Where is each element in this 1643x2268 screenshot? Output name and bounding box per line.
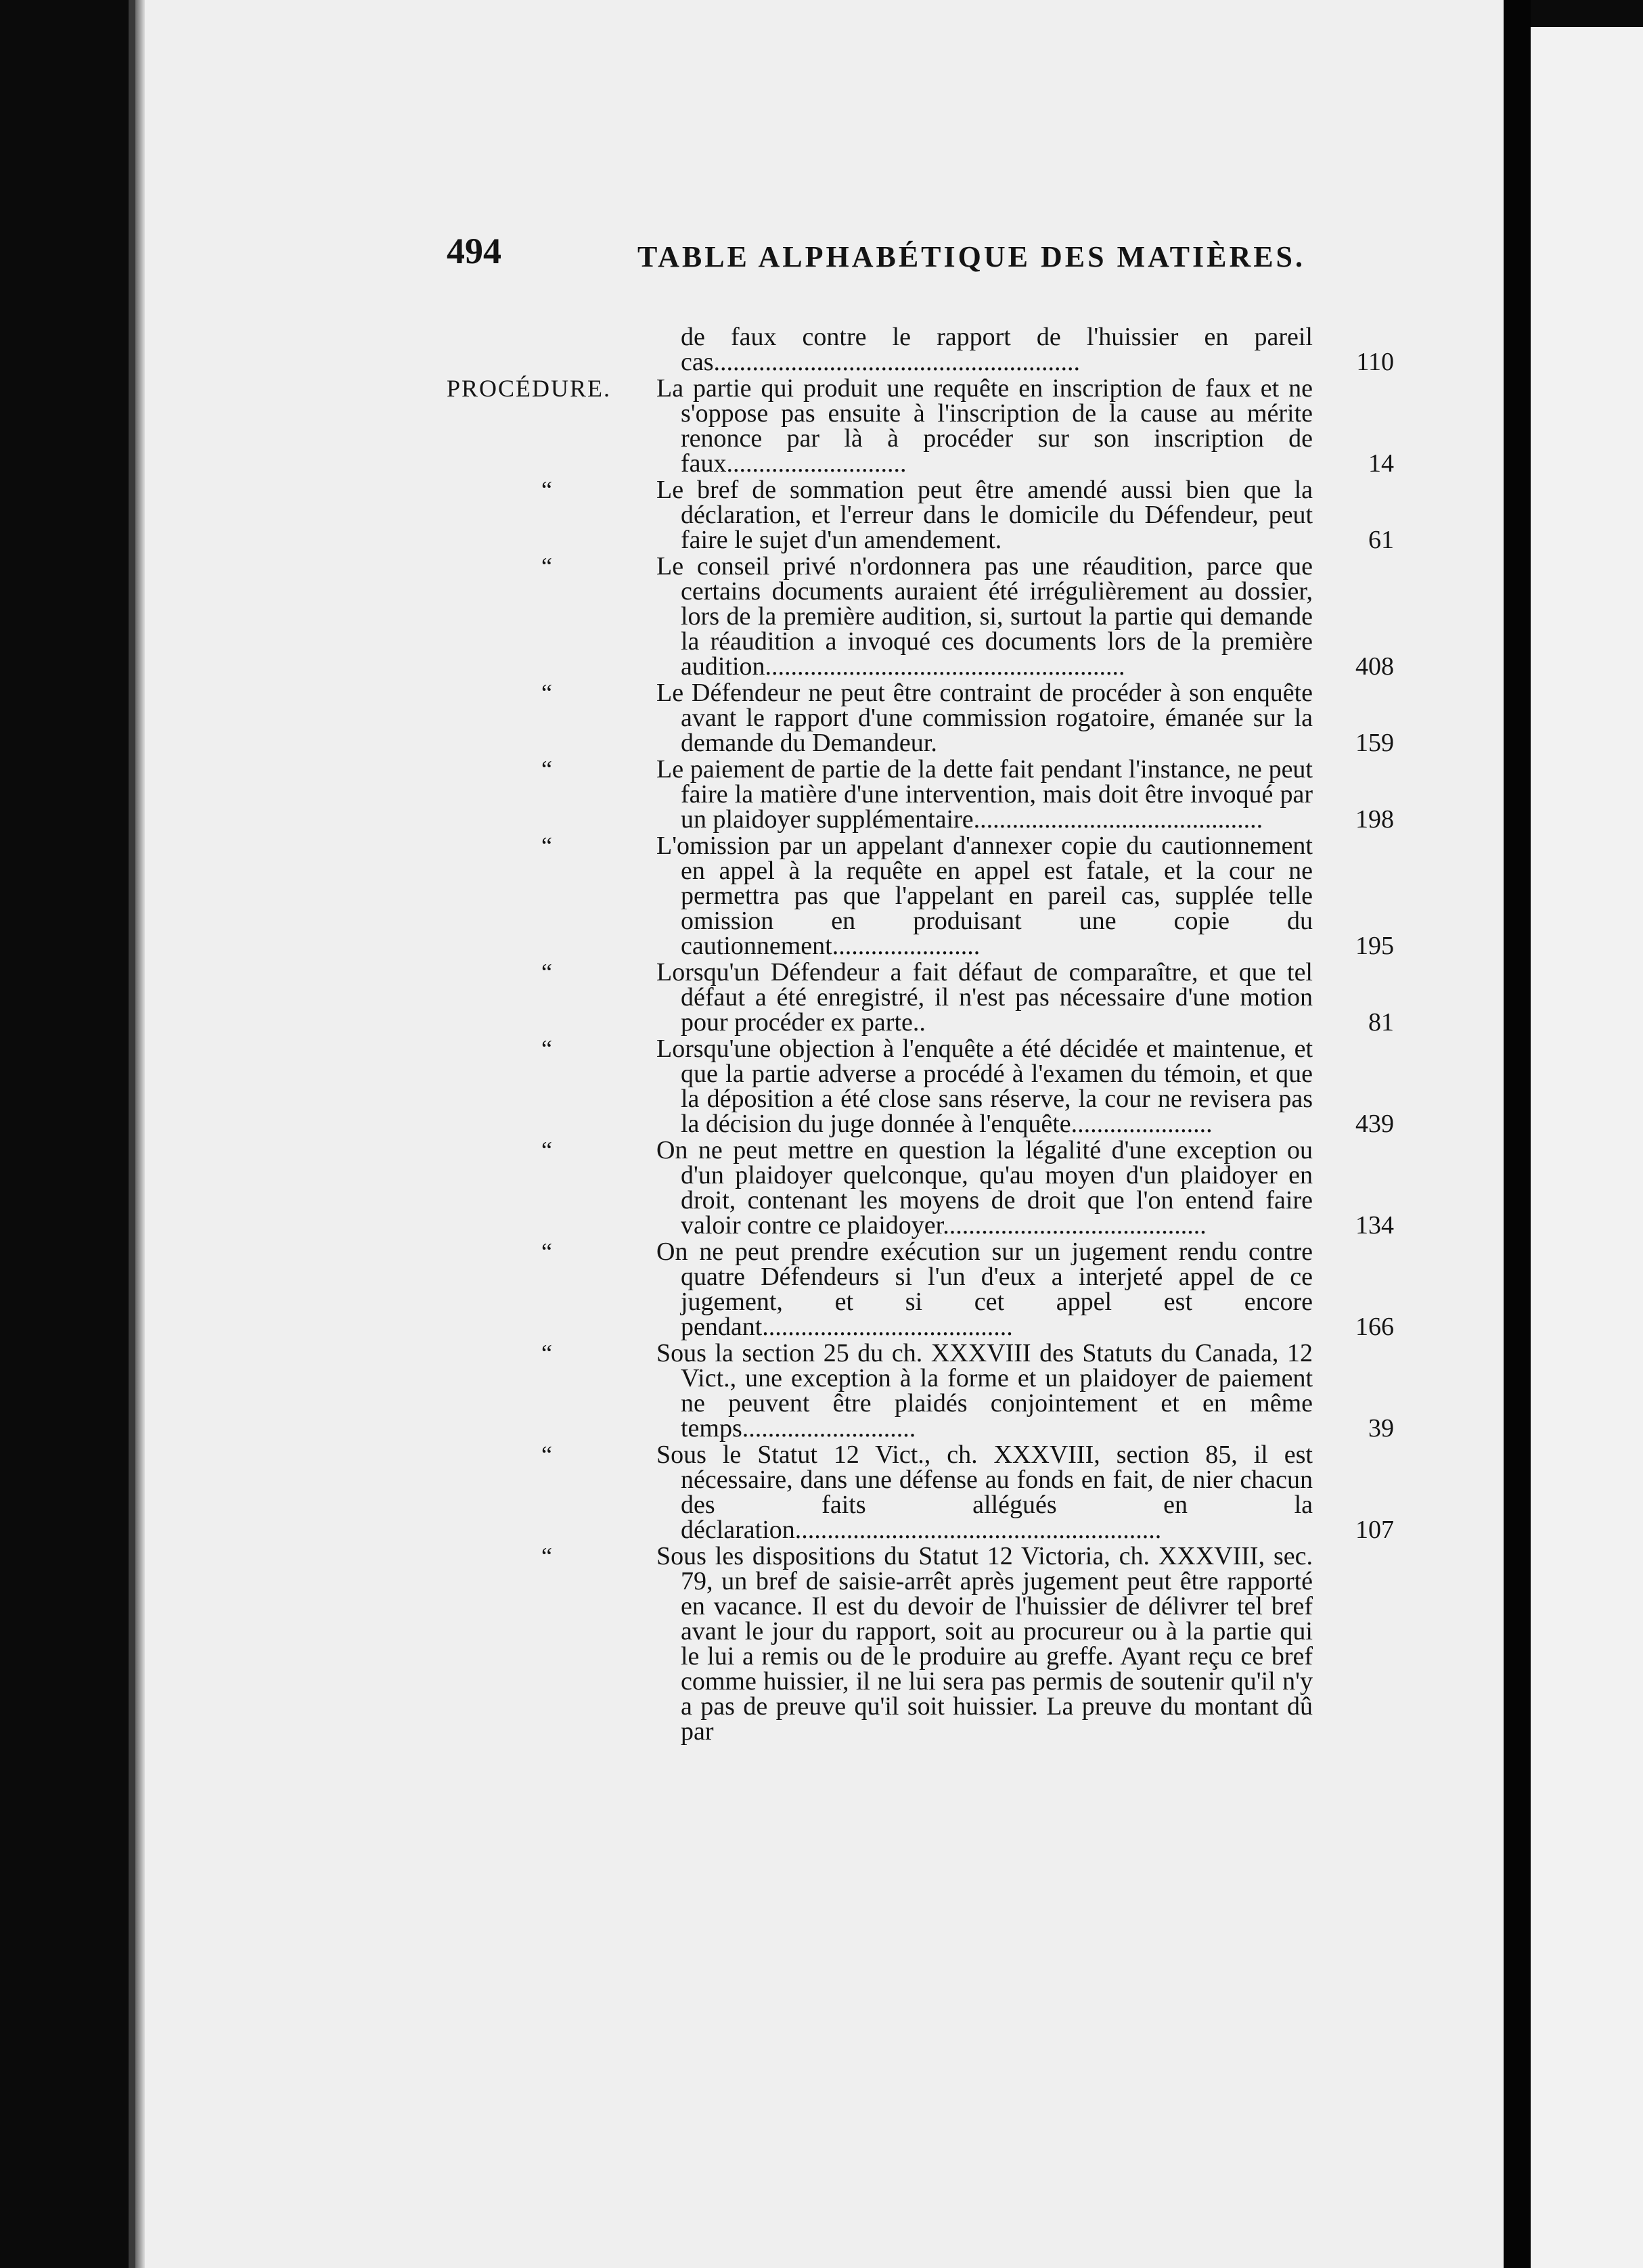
page-reference: 159 [1355,729,1394,757]
entry-text: Le paiement de partie de la dette fait pendant l'instance, ne peut faire la matière d'une intervention, mais doit être invoqué par un plaidoyer supplémentaire............................................. [656,755,1313,834]
page-reference: 166 [1355,1313,1394,1341]
entry-text: Sous le Statut 12 Vict., ch. XXXVIII, section 85, il est nécessaire, dans une défense au fonds en fait, de nier chacun des faits allégués en la déclaration......................................................... [656,1441,1313,1544]
index-entry [447,757,1394,832]
entry-text: Le bref de sommation peut être amendé aussi bien que la déclaration, et l'erreur dans le domicile du Défendeur, peut faire le sujet d'un amendement. [656,476,1313,554]
ditto-mark: “ [541,553,552,580]
page-reference: 107 [1355,1516,1394,1544]
scan-border [1504,0,1531,2268]
index-entry [447,376,1394,476]
index-entry [447,1443,1394,1543]
entry-text: Le conseil privé n'ordonnera pas une réaudition, parce que certains documents auraient été irrégulièrement au dossier, lors de la première audition, si, surtout la partie qui demande la réaudition a invoqué ces documents lors de la première audition........................................................ [656,552,1313,681]
entry-text: On ne peut mettre en question la légalité d'une exception ou d'un plaidoyer quelconque, qu'au moyen d'un plaidoyer en droit, contenant les moyens de droit que l'on entend faire valoir contre ce plaidoyer......................................... [656,1136,1313,1240]
index-entry [447,960,1394,1035]
index-entry [447,1544,1394,1744]
index-entry [447,1240,1394,1340]
index-entry [447,478,1394,553]
page-reference: 439 [1355,1110,1394,1138]
subject-heading: PROCÉDURE. [447,375,612,402]
page-header [447,230,1421,284]
page-reference: 14 [1368,449,1394,478]
page-gutter-shadow [135,0,145,2268]
page-reference: 39 [1368,1414,1394,1443]
entry-text: Lorsqu'une objection à l'enquête a été décidée et maintenue, et que la partie adverse a procédé à l'examen du témoin, et que la déposition a été close sans réserve, la cour ne revisera pas la décision du juge donnée à l'enquête...................... [656,1035,1313,1138]
page-reference: 198 [1355,805,1394,834]
page-reference: 408 [1355,652,1394,681]
ditto-mark: “ [541,1137,552,1164]
index-entry [447,681,1394,756]
entry-text: Le Défendeur ne peut être contraint de procéder à son enquête avant le rapport d'une commission rogatoire, émanée sur la demande du Demandeur. [656,679,1313,757]
ditto-mark: “ [541,1340,552,1367]
page-number: 494 [447,231,501,271]
index-entry [447,1138,1394,1238]
ditto-mark: “ [541,756,552,783]
index-entry [447,1037,1394,1137]
page-reference: 110 [1356,348,1394,376]
entry-text: de faux contre le rapport de l'huissier en pareil cas......................................................... [681,323,1313,376]
running-title: TABLE ALPHABÉTIQUE DES MATIÈRES. [637,240,1306,273]
entry-text: On ne peut prendre exécution sur un jugement rendu contre quatre Défendeurs si l'un d'eux a interjeté appel de ce jugement, et si cet appel est encore pendant....................................... [656,1238,1313,1341]
page-reference: 61 [1368,526,1394,554]
entry-text: Lorsqu'un Défendeur a fait défaut de comparaître, et que tel défaut a été enregistré, il n'est pas nécessaire d'une motion pour procéder ex parte.. [656,958,1313,1037]
ditto-mark: “ [541,832,552,859]
index-entry [447,1341,1394,1441]
ditto-mark: “ [541,1543,552,1570]
index-entry [447,325,1394,375]
ditto-mark: “ [541,476,552,503]
page-reference: 195 [1355,932,1394,960]
ditto-mark: “ [541,1441,552,1468]
entry-text: Sous la section 25 du ch. XXXVIII des Statuts du Canada, 12 Vict., une exception à la forme et un plaidoyer de paiement ne peuvent être plaidés conjointement et en même temps........................... [656,1339,1313,1443]
page-reference: 81 [1368,1008,1394,1037]
entry-text: Sous les dispositions du Statut 12 Victoria, ch. XXXVIII, sec. 79, un bref de saisie-arrêt après jugement peut être rapporté en vacance. Il est du devoir de l'huissier de délivrer tel bref avant le jour du rapport, soit au procureur ou à la partie qui le lui a remis ou de le produire au greffe. Ayant reçu ce bref comme huissier, il ne lui sera pas permis de soutenir qu'il n'y a pas de preuve qu'il soit huissier. La preuve du montant dû par [656,1542,1313,1746]
ditto-mark: “ [541,1035,552,1062]
facing-page-edge [1531,27,1643,2268]
page-reference: 134 [1355,1211,1394,1240]
entry-text: La partie qui produit une requête en inscription de faux et ne s'oppose pas ensuite à l'inscription de la cause au mérite renonce par là à procéder sur son inscription de faux............................ [656,374,1313,478]
index-entry [447,834,1394,959]
ditto-mark: “ [541,959,552,986]
ditto-mark: “ [541,1238,552,1265]
ditto-mark: “ [541,679,552,706]
index-entries [447,325,1394,1746]
entry-text: L'omission par un appelant d'annexer copie du cautionnement en appel à la requête en appel est fatale, et la cour ne permettra pas que l'appelant en pareil cas, supplée telle omission en produisant une copie du cautionnement....................... [656,832,1313,960]
index-entry [447,554,1394,679]
